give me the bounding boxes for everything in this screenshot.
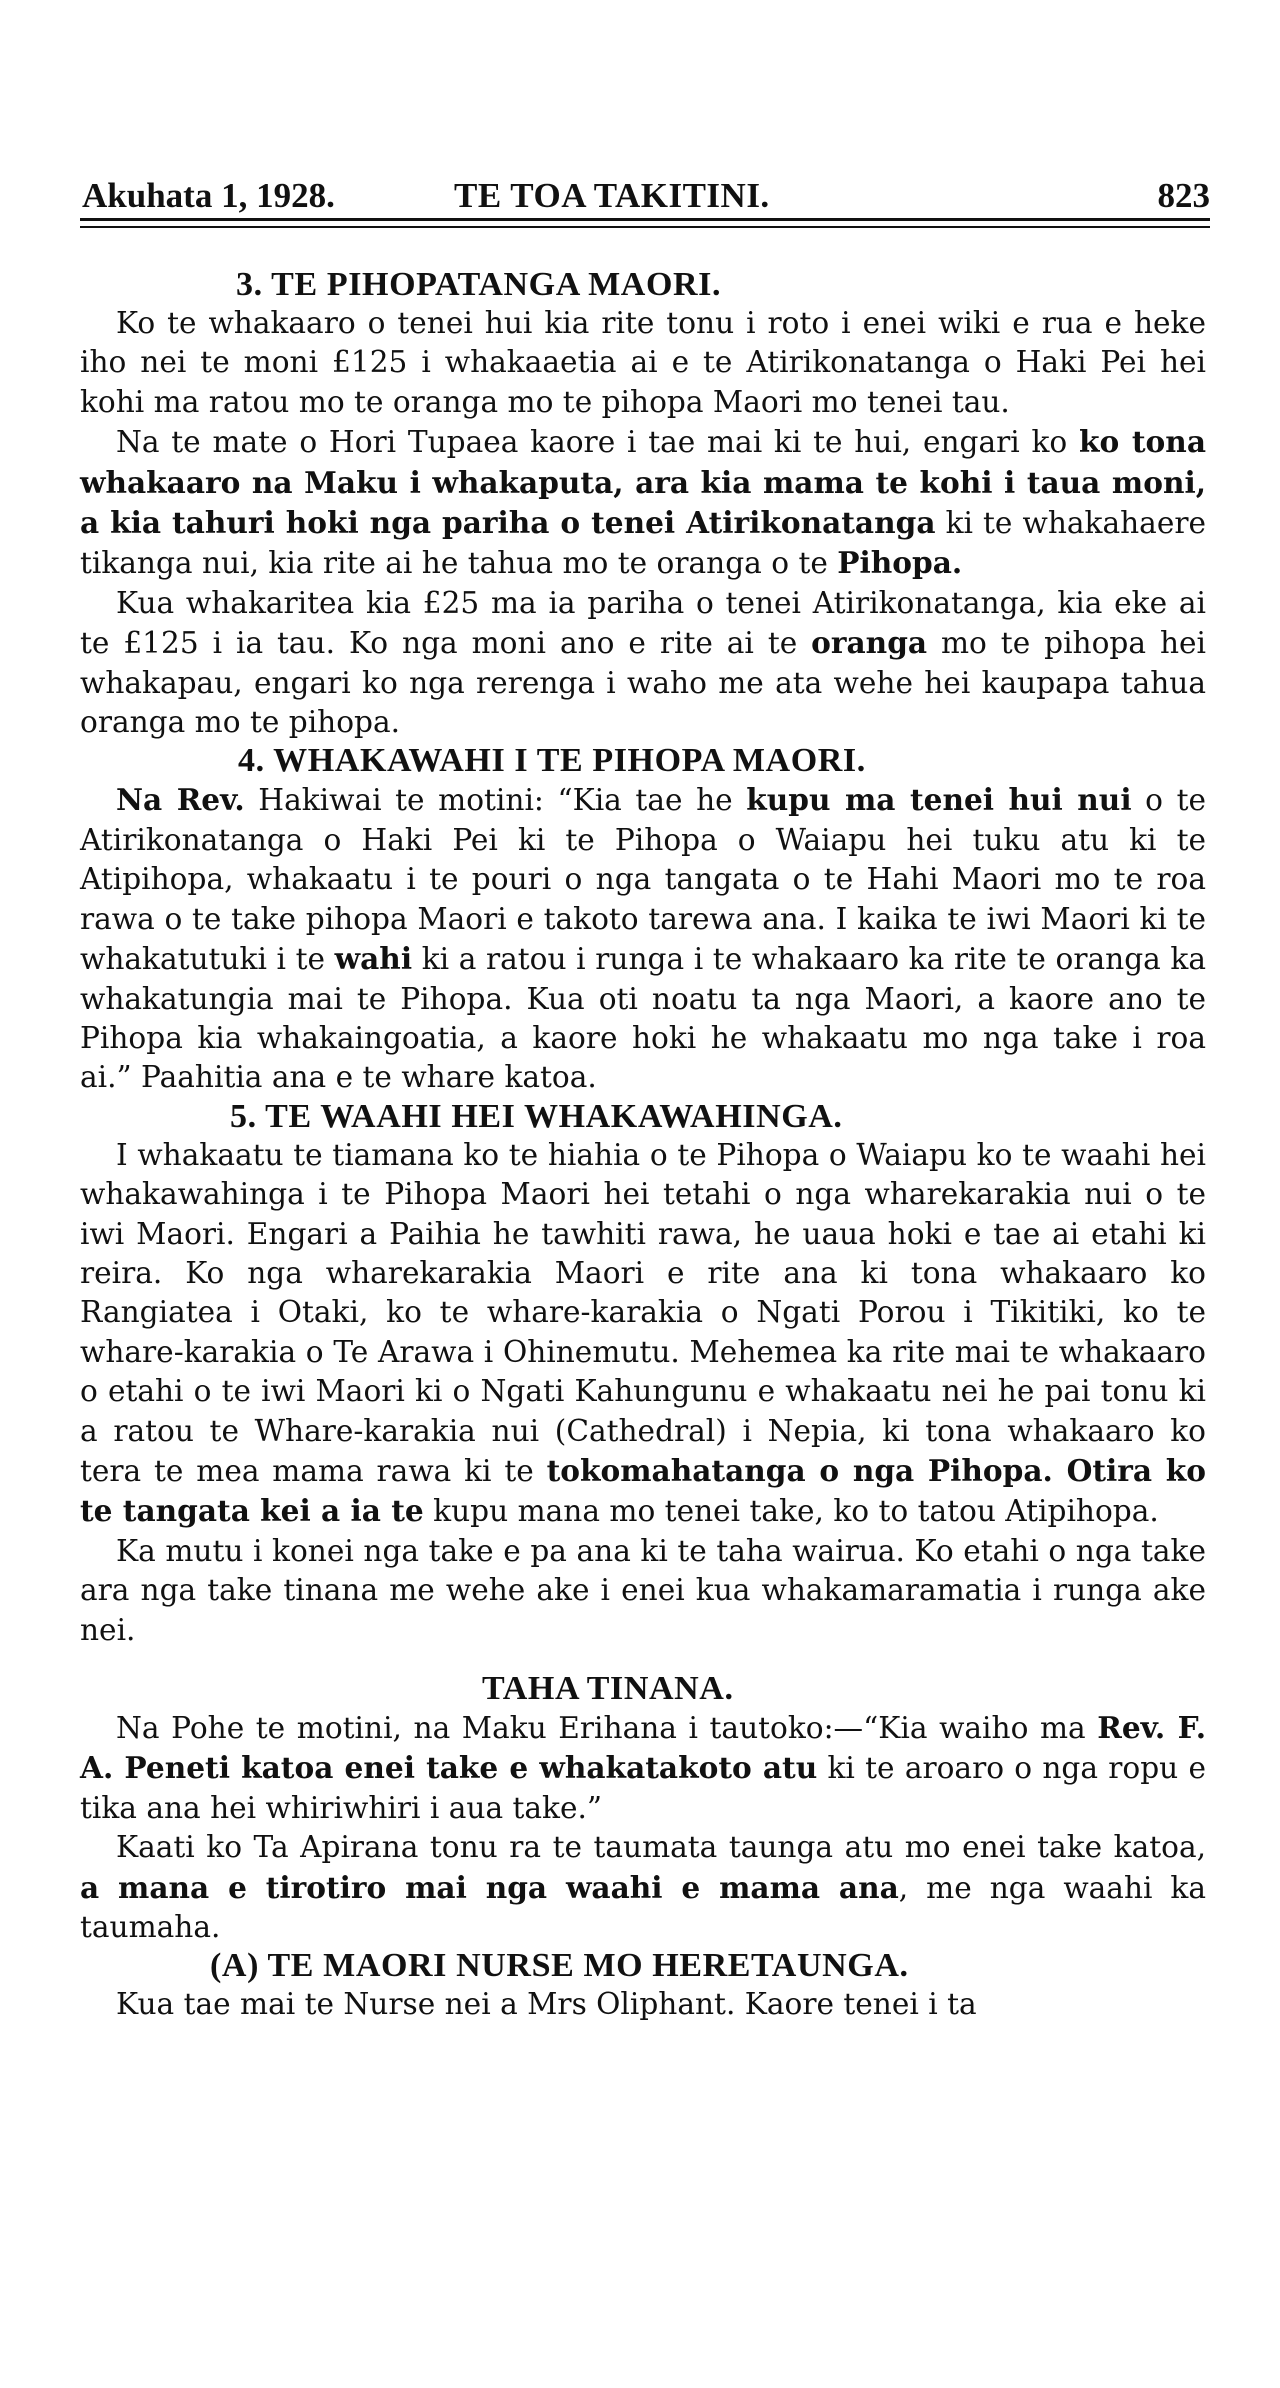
s3-p3-bold-b: oranga xyxy=(811,625,928,661)
header-rule-bottom xyxy=(80,226,1210,228)
s3-p2-text-c: ki te whakahaere tikanga nui, kia rite ai he tahua mo te oranga o te xyxy=(80,506,1207,581)
section-5-paragraph-1 xyxy=(80,1136,1206,1532)
page-number: 823 xyxy=(1157,176,1210,215)
section-4-heading: 4. WHAKAWAHI I TE PIHOPA MAORI. xyxy=(238,742,866,780)
header-rule-top xyxy=(80,218,1210,221)
article-body xyxy=(80,266,1206,2025)
section-5-heading: 5. TE WAAHI HEI WHAKAWAHINGA. xyxy=(230,1097,843,1135)
taha-p1-bold-b: Rev. F. A. Peneti katoa enei take e whakatakoto atu xyxy=(80,1710,1206,1786)
s5-p1-bold-b: tokomahatanga o nga Pihopa. Otira ko te tangata kei a ia te xyxy=(80,1452,1206,1529)
section-3-paragraph-1: Ko te whakaaro o tenei hui kia rite tonu i roto i enei wiki e rua e heke iho nei te moni £125 i whakaaetia ai e te Atirikonatanga o Haki Pei hei kohi ma ratou mo te oranga mo te pihopa Maori mo tenei tau. xyxy=(80,306,1206,419)
header-date: Akuhata 1, 1928. xyxy=(82,176,335,215)
s3-p2-bold-d: Pihopa. xyxy=(837,545,963,581)
s4-p1-bold-e: wahi xyxy=(334,941,413,977)
section-3-paragraph-3 xyxy=(80,584,1206,743)
s4-p1-text-d: o te Atirikonatanga o Haki Pei ki te Pihopa o Waiapu hei tuku atu ki te Atipihopa, whakaatu i te pouri o nga tangata o te Hahi Maori mo te roa rawa o te take pihopa Maori e takoto tarewa ana. I kaika te iwi Maori ki te whakatutuki i te xyxy=(80,783,1206,977)
taha-tinana-paragraph-2 xyxy=(80,1828,1206,1947)
s4-p1-text-b: Hakiwai te motini: “Kia tae he xyxy=(244,783,747,818)
taha-p2-bold-b: a mana e tirotiro mai nga waahi e mama ana xyxy=(80,1869,899,1905)
s5-p1-text-a: I whakaatu te tiamana ko te hiahia o te Pihopa o Waiapu ko te waahi hei whakawahinga i te Pihopa Maori hei tetahi o nga wharekarakia nui o te iwi Maori. Engari a Paihia he tawhiti rawa, he uaua hoki e tae ai etahi ki reira. Ko nga wharekarakia Maori e rite ana ki tona whakaaro ko Rangiatea i Otaki, ko te whare-karakia o Ngati Porou i Tikitiki, ko te whare-karakia o Te Arawa i Ohinemutu. Mehemea ka rite mai te whakaaro o etahi o te iwi Maori ki o Ngati Kahungunu e whakaatu nei he pai tonu ki a ratou te Whare-karakia nui (Cathedral) i Nepia, ki tona whakaaro ko tera te mea mama rawa ki te xyxy=(80,1137,1206,1488)
s3-p2-bold-b: ko tona whakaaro na Maku i whakaputa, ara kia mama te kohi i taua moni, a kia tahuri hoki nga pariha o tenei Atirikonatanga xyxy=(80,424,1206,541)
taha-tinana-paragraph-1 xyxy=(80,1708,1206,1828)
section-5-paragraph-2: Ka mutu i konei nga take e pa ana ki te taha wairua. Ko etahi o nga take ara nga take tinana me wehe ake i enei kua whakamaramatia i runga ake nei. xyxy=(80,1533,1206,1647)
s5-p1-text-c: kupu mana mo tenei take, ko to tatou Atipihopa. xyxy=(423,1494,1159,1529)
taha-p2-text-c: , me nga waahi ka taumaha. xyxy=(80,1870,1207,1945)
maori-nurse-paragraph-1: Kua tae mai te Nurse nei a Mrs Oliphant. Kaore tenei i ta xyxy=(116,1987,977,2022)
s3-p3-text-c: mo te pihopa hei whakapau, engari ko nga rerenga i waho me ata wehe hei kaupapa tahua oranga mo te pihopa. xyxy=(80,626,1206,740)
s3-p3-text-a: Kua whakaritea kia £25 ma ia pariha o tenei Atirikonatanga, kia eke ai te £125 i ia tau. Ko nga moni ano e rite ai te xyxy=(80,585,1206,661)
s4-p1-text-f: ki a ratou i runga i te whakaaro ka rite te oranga ka whakatungia mai te Pihopa. Kua oti noatu ta nga Maori, a kaore ano te Pihopa kia whakaingoatia, a kaore hoki he whakaatu mo nga take i roa ai.” Paahitia ana e te whare katoa. xyxy=(80,942,1206,1095)
taha-tinana-heading: TAHA TINANA. xyxy=(482,1670,734,1707)
header-title: TE TOA TAKITINI. xyxy=(454,176,770,215)
page-header xyxy=(82,172,1210,220)
maori-nurse-heading: (A) TE MAORI NURSE MO HERETAUNGA. xyxy=(210,1947,909,1985)
s4-p1-bold-c: kupu ma tenei hui nui xyxy=(746,782,1132,818)
section-4-paragraph-1 xyxy=(80,780,1206,1097)
s4-p1-bold-a: Na Rev. xyxy=(116,782,245,818)
section-3-paragraph-2 xyxy=(80,422,1206,584)
taha-p1-text-c: ki te aroaro o nga ropu e tika ana hei whiriwhiri i aua take.” xyxy=(80,1751,1206,1825)
section-3-heading: 3. TE PIHOPATANGA MAORI. xyxy=(236,266,722,303)
s3-p2-text-a: Na te mate o Hori Tupaea kaore i tae mai ki te hui, engari ko xyxy=(116,425,1079,460)
taha-p2-text-a: Kaati ko Ta Apirana tonu ra te taumata taunga atu mo enei take katoa, xyxy=(116,1830,1206,1865)
taha-p1-text-a: Na Pohe te motini, na Maku Erihana i tautoko:—“Kia waiho ma xyxy=(116,1711,1098,1745)
